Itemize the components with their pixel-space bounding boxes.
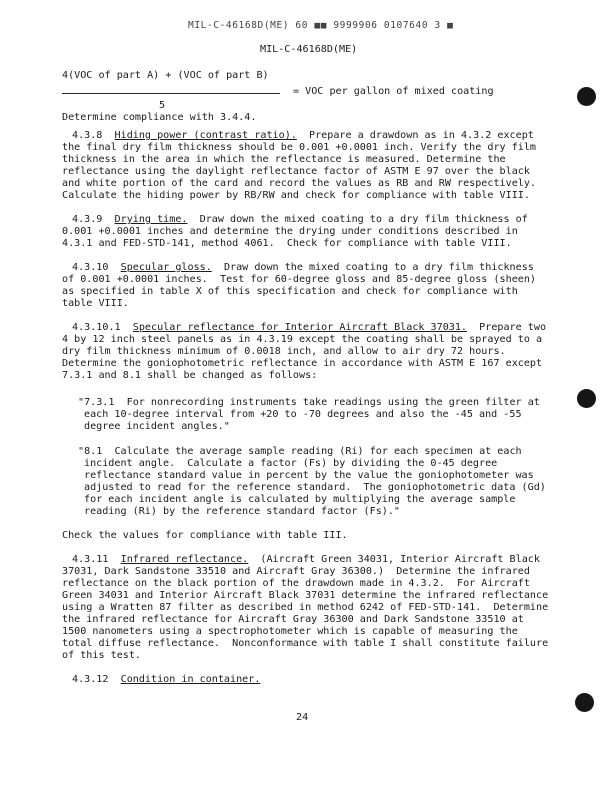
body-line: Determine the goniophotometric reflectance in accordance with ASTM E 167 except (62, 358, 543, 369)
check-compliance-line: Check the values for compliance with table III. (62, 530, 348, 541)
voc-formula-result: = VOC per gallon of mixed coating (293, 86, 494, 97)
body-line: of this test. (62, 650, 142, 661)
body-line: Green 34031 and Interior Aircraft Black 37031 determine the infrared reflectance (62, 590, 549, 601)
body-line: and white portion of the card and record the values as RB and RW respectively. (62, 178, 537, 189)
quote-8-1-line: incident angle. Calculate a factor (Fs) by dividing the 0-45 degree (84, 458, 498, 469)
quote-8-1-line: "8.1 Calculate the average sample reading (Ri) for each specimen at each (78, 446, 522, 457)
binder-hole-top (577, 87, 596, 106)
section-number: 4.3.10 (72, 262, 109, 273)
body-line: reflectance using the daylight reflectance factor of ASTM E 97 over the black (62, 166, 530, 177)
body-line: Prepare a drawdown as in 4.3.2 except (309, 130, 534, 141)
voc-fraction-bar (62, 93, 280, 94)
quote-7-3-1-line: degree incident angles." (84, 421, 230, 432)
body-line: the final dry film thickness should be 0.001 +0.0001 inch. Verify the dry film (62, 142, 537, 153)
body-line: Draw down the mixed coating to a dry film thickness (223, 262, 534, 273)
body-line: the infrared reflectance for Aircraft Gray 36300 and Dark Sandstone 33510 at (62, 614, 524, 625)
body-line: reflectance on the black portion of the drawdown made in 4.3.2. For Aircraft (62, 578, 530, 589)
page-number: 24 (296, 712, 309, 723)
body-line: total diffuse reflectance. Nonconformance with table I shall constitute failure (62, 638, 549, 649)
body-line: table VIII. (62, 298, 129, 309)
section-number: 4.3.11 (72, 554, 109, 565)
section-specular-gloss (72, 262, 534, 274)
quote-7-3-1-line: "7.3.1 For nonrecording instruments take readings using the green filter at (78, 397, 540, 408)
section-number: 4.3.8 (72, 130, 103, 141)
quote-8-1-line: adjusted to read for the reference standard. The goniophotometric data (Gd) (84, 482, 546, 493)
quote-7-3-1-line: each 10-degree interval from +20 to -70 degrees and also the -45 and -55 (84, 409, 522, 420)
body-line: dry film thickness minimum of 0.0018 inch, and allow to air dry 72 hours. (62, 346, 506, 357)
body-line: (Aircraft Green 34031, Interior Aircraft Black (260, 554, 540, 565)
binder-hole-middle (577, 389, 596, 408)
section-drying-time (72, 214, 528, 226)
voc-formula-numerator: 4(VOC of part A) + (VOC of part B) (62, 70, 269, 81)
body-line: Draw down the mixed coating to a dry film thickness of (199, 214, 528, 225)
body-line: as specified in table X of this specification and check for compliance with (62, 286, 518, 297)
quote-8-1-line: reflectance standard value in percent by the value the goniophotometer was (84, 470, 534, 481)
body-line: using a Wratten 87 filter as described in method 6242 of FED-STD-141. Determine (62, 602, 549, 613)
binder-hole-bottom (575, 693, 594, 712)
body-line: Prepare two (479, 322, 547, 333)
body-line: 7.3.1 and 8.1 shall be changed as follows: (62, 370, 318, 381)
section-number: 4.3.12 (72, 674, 109, 685)
spec-number: MIL-C-46168D(ME) (260, 44, 358, 55)
section-specular-reflectance (72, 322, 546, 334)
section-title: Infrared reflectance. (120, 554, 249, 565)
section-title: Specular gloss. (120, 262, 212, 273)
section-number: 4.3.9 (72, 214, 103, 225)
body-line: 37031, Dark Sandstone 33510 and Aircraft Gray 36300.) Determine the infrared (62, 566, 530, 577)
body-line: of 0.001 +0.0001 inches. Test for 60-degree gloss and 85-degree gloss (sheen) (62, 274, 537, 285)
section-title: Drying time. (114, 214, 188, 225)
body-line: 1500 nanometers using a spectrophotometer which is capable of measuring the (62, 626, 518, 637)
quote-8-1-line: reading (Ri) by the reference standard factor (Fs)." (84, 506, 401, 517)
section-hiding-power (72, 130, 534, 142)
body-line: 0.001 +0.0001 inches and determine the drying under conditions described in (62, 226, 518, 237)
body-line: thickness in the area in which the reflectance is measured. Determine the (62, 154, 506, 165)
section-condition-in-container (72, 674, 260, 686)
body-line: 4.3.1 and FED-STD-141, method 4061. Check for compliance with table VIII. (62, 238, 512, 249)
voc-determine-line: Determine compliance with 3.4.4. (62, 112, 257, 123)
section-number: 4.3.10.1 (72, 322, 121, 333)
scan-header-id: MIL-C-46168D(ME) 60 ■■ 9999906 0107640 3 ■ (188, 20, 454, 31)
body-line: 4 by 12 inch steel panels as in 4.3.19 except the coating shall be sprayed to a (62, 334, 543, 345)
section-title: Hiding power (contrast ratio). (114, 130, 297, 141)
section-infrared-reflectance (72, 554, 540, 566)
section-title: Condition in container. (120, 674, 261, 685)
voc-formula-denominator: 5 (159, 100, 166, 111)
body-line: Calculate the hiding power by RB/RW and check for compliance with table VIII. (62, 190, 530, 201)
section-title: Specular reflectance for Interior Aircraft Black 37031. (132, 322, 468, 333)
quote-8-1-line: for each incident angle is calculated by multiplying the average sample (84, 494, 516, 505)
